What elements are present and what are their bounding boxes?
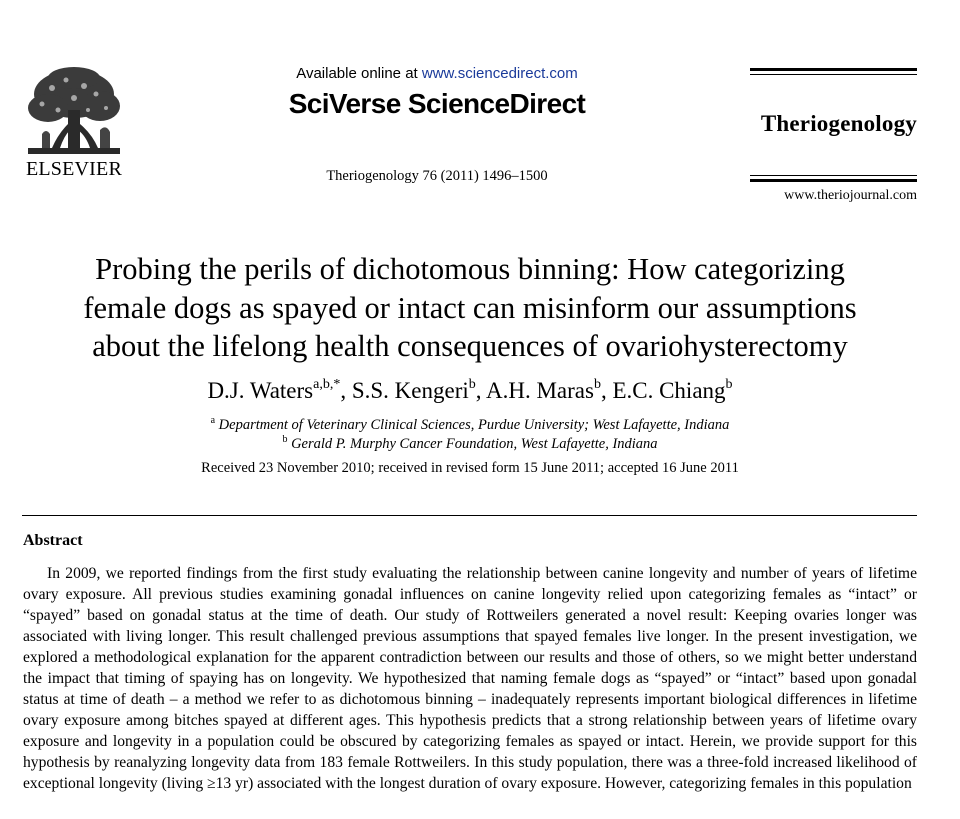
section-divider <box>22 515 917 516</box>
available-prefix: Available online at <box>296 65 422 82</box>
journal-name[interactable]: Theriogenology <box>760 111 917 136</box>
journal-rule-top-thick <box>750 68 917 71</box>
publisher-wordmark: ELSEVIER <box>25 158 123 180</box>
abstract-body: In 2009, we reported findings from the first study evaluating the relationship between canine longevity and number of years of lifetime ovary exposure. All previous studies examining gonadal influences on canine longevity relied upon categorizing females as “intact” or “spayed” based on gonadal status at the time of death. Our study of Rottweilers generated a novel result: Keeping ovaries longer was associated with living longer. This result challenged previous assumptions that spayed females live longer. In the present investigation, we explored a methodological explanation for the apparent contradiction between our results and those of others, so we might better understand the impact that timing of spaying has on longevity. We hypothesized that naming female dogs as “spayed” or “intact” based upon gonadal status at time of death – a method we refer to as dichotomous binning – inadequately represents important biological differences in lifetime ovary exposure among bitches spayed at different ages. This hypothesis predicts that a strong relationship between years of lifetime ovary exposure and longevity in a population could be obscured by categorizing females as spayed or intact. Herein, we provide support for this hypothesis by reanalyzing longevity data from 183 female Rottweilers. In this study population, there was a three-fold increased likelihood of exceptional longevity (living ≥13 yr) associated with the longest duration of ovary exposure. However, categorizing females in this population <box>23 565 917 792</box>
author-name[interactable]: A.H. Maras <box>486 378 594 403</box>
abstract-heading: Abstract <box>23 532 83 549</box>
journal-url-link[interactable]: www.theriojournal.com <box>784 188 917 203</box>
affiliation <box>0 417 940 434</box>
journal-rule-top-thin <box>750 74 917 75</box>
affiliation-marker: b <box>282 434 288 445</box>
affiliation-marker: a <box>210 415 216 426</box>
author-name[interactable]: D.J. Waters <box>207 378 314 403</box>
affiliation-text: Department of Veterinary Clinical Sciences, Purdue University; West Lafayette, Indiana <box>218 417 730 433</box>
author-separator: , <box>600 378 613 403</box>
journal-rule-bottom-thick <box>750 179 917 182</box>
affiliation-text: Gerald P. Murphy Cancer Foundation, West Lafayette, Indiana <box>291 436 658 452</box>
author-name[interactable]: S.S. Kengeri <box>351 378 469 403</box>
article-title <box>20 250 920 366</box>
author-separator: , <box>340 378 352 403</box>
author-name[interactable]: E.C. Chiang <box>612 378 726 403</box>
title-line: Probing the perils of dichotomous binning: How categorizing <box>95 252 845 286</box>
title-line: female dogs as spayed or intact can misinform our assumptions <box>83 290 857 325</box>
author-list <box>0 378 940 404</box>
author-affiliation-marker: b <box>593 377 601 392</box>
availability-line <box>0 65 874 82</box>
sciverse-brand[interactable]: SciVerse ScienceDirect <box>288 88 586 119</box>
author-affiliation-marker[interactable]: a,b,* <box>313 377 341 392</box>
title-line: about the lifelong health consequences of ovariohysterectomy <box>92 329 848 363</box>
journal-citation: Theriogenology 76 (2011) 1496–1500 <box>326 168 548 184</box>
journal-rule-bottom-thin <box>750 175 917 176</box>
article-history: Received 23 November 2010; received in revised form 15 June 2011; accepted 16 June 2011 <box>201 460 739 476</box>
author-affiliation-marker: b <box>468 377 476 392</box>
author-separator: , <box>475 378 486 403</box>
affiliation <box>0 436 940 453</box>
sciencedirect-link[interactable]: www.sciencedirect.com <box>421 65 578 82</box>
author-affiliation-marker: b <box>725 377 733 392</box>
